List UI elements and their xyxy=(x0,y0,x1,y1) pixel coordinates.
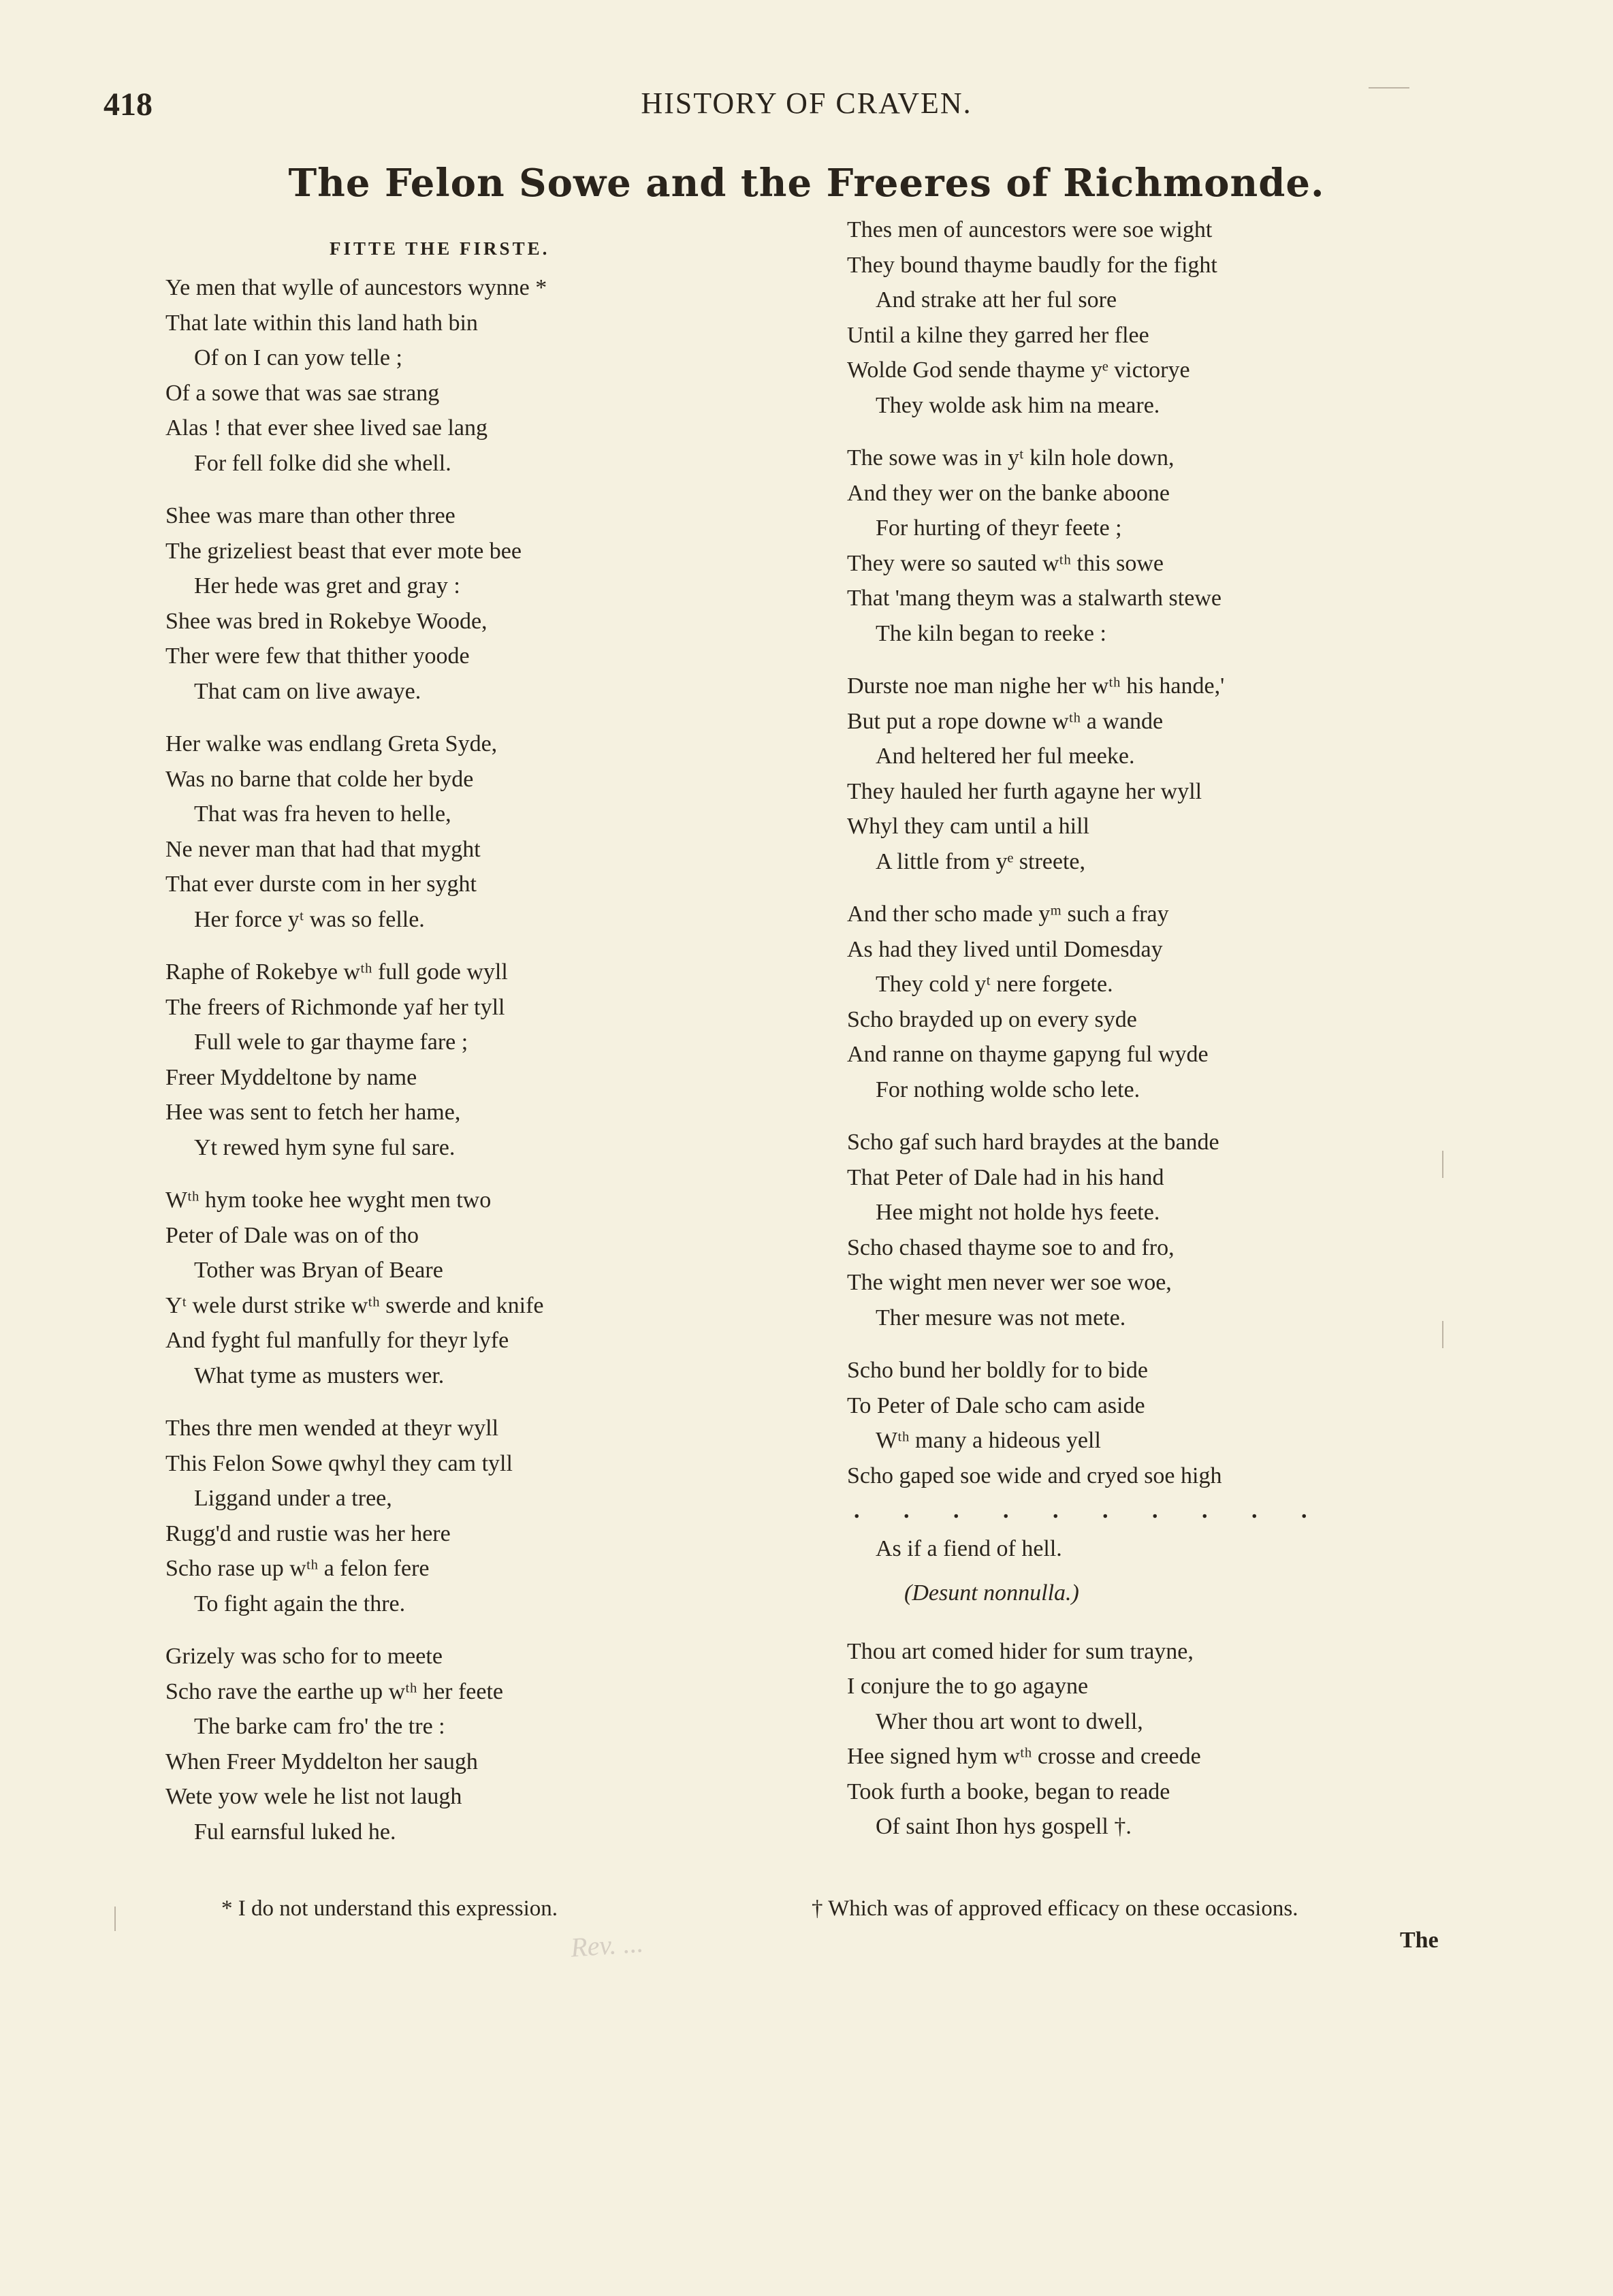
verse-line: The freers of Richmonde yaf her tyll xyxy=(165,994,505,1020)
poem-title: The Felon Sowe and the Freeres of Richmonde. xyxy=(288,161,1325,206)
verse-line: Scho chased thayme soe to and fro, xyxy=(847,1234,1175,1260)
verse-line: When Freer Myddelton her saugh xyxy=(165,1749,478,1774)
verse-line: But put a rope downe wᵗʰ a wande xyxy=(847,708,1164,734)
verse-line: I conjure the to go agayne xyxy=(847,1674,1089,1699)
verse-line: Her hede was gret and gray : xyxy=(194,573,460,599)
stanza xyxy=(165,1411,846,1621)
verse-line: Yt rewed hym syne ful sare. xyxy=(194,1134,456,1160)
stanza xyxy=(847,897,1528,1107)
stanza xyxy=(847,441,1528,651)
verse-line: The wight men never wer soe woe, xyxy=(847,1270,1172,1295)
verse-line: Raphe of Rokebye wᵗʰ full gode wyll xyxy=(165,959,508,985)
verse-line: Thes thre men wended at theyr wyll xyxy=(165,1416,499,1441)
verse-line: They wolde ask him na meare. xyxy=(876,392,1160,418)
verse-line: Hee might not holde hys feete. xyxy=(876,1200,1160,1225)
verse-line: Wher thou art wont to dwell, xyxy=(876,1708,1143,1734)
ellipsis-dots: . . . . . . . . . . xyxy=(854,1498,1326,1523)
verse-line: And strake att her ful sore xyxy=(876,287,1117,313)
verse-line: To Peter of Dale scho cam aside xyxy=(847,1392,1145,1418)
verse-line: Scho bund her boldly for to bide xyxy=(847,1358,1148,1383)
verse-line: Ne never man that had that myght xyxy=(165,836,481,862)
verse-line: For hurting of theyr feete ; xyxy=(876,515,1122,541)
stanza xyxy=(847,669,1528,879)
running-head: HISTORY OF CRAVEN. xyxy=(641,86,972,120)
verse-line: That late within this land hath bin xyxy=(165,310,478,336)
margin-mark xyxy=(1442,1321,1443,1348)
verse-line: And ther scho made yᵐ such a fray xyxy=(847,902,1169,927)
verse-line: That 'mang theym was a stalwarth stewe xyxy=(847,586,1221,611)
verse-line: They hauled her furth agayne her wyll xyxy=(847,778,1202,804)
verse-line: Thou art comed hider for sum trayne, xyxy=(847,1638,1194,1664)
verse-line: That ever durste com in her syght xyxy=(165,872,477,897)
left-column xyxy=(165,270,846,1867)
stanza xyxy=(165,498,846,709)
verse-line: And ranne on thayme gapyng ful wyde xyxy=(847,1042,1209,1067)
verse-line: Peter of Dale was on of tho xyxy=(165,1222,419,1248)
verse-line: Whyl they cam until a hill xyxy=(847,814,1089,839)
verse-line: Shee was mare than other three xyxy=(165,503,456,528)
stanza xyxy=(847,1125,1528,1335)
verse-line: Wᵗʰ hym tooke hee wyght men two xyxy=(165,1187,492,1213)
verse-line: The sowe was in yᵗ kiln hole down, xyxy=(847,445,1175,471)
desunt-note: (Desunt nonnulla.) xyxy=(904,1580,1079,1606)
verse-line: A little from yᵉ streete, xyxy=(876,848,1086,874)
verse-line: Until a kilne they garred her flee xyxy=(847,322,1149,348)
verse-line: As had they lived until Domesday xyxy=(847,936,1163,962)
verse-line: Scho rase up wᵗʰ a felon fere xyxy=(165,1556,430,1581)
verse-line: Tother was Bryan of Beare xyxy=(194,1258,443,1283)
verse-line: And fyght ful manfully for theyr lyfe xyxy=(165,1328,509,1353)
verse-line: The grizeliest beast that ever mote bee xyxy=(165,538,522,564)
final-stanza xyxy=(847,1634,1528,1845)
verse-line: That Peter of Dale had in his hand xyxy=(847,1164,1164,1190)
verse-line: That was fra heven to helle, xyxy=(194,801,451,827)
stanza xyxy=(165,955,846,1165)
verse-line: Was no barne that colde her byde xyxy=(165,766,474,792)
fitte-heading: FITTE THE FIRSTE. xyxy=(330,238,550,259)
verse-line: Wolde God sende thayme yᵉ victorye xyxy=(847,357,1190,383)
stanza xyxy=(165,270,846,481)
page-number: 418 xyxy=(103,86,153,123)
footnote-dagger: † Which was of approved efficacy on these occasions. xyxy=(812,1896,1298,1921)
pencil-annotation: Rev. ... xyxy=(569,1927,645,1963)
stanza-six xyxy=(847,1353,1528,1493)
verse-line: Thes men of auncestors were soe wight xyxy=(847,217,1213,242)
stanza xyxy=(165,1183,846,1393)
verse-line: Ful earnsful luked he. xyxy=(194,1819,396,1845)
verse-line: Yᵗ wele durst strike wᵗʰ swerde and knife xyxy=(165,1292,544,1318)
verse-line: That cam on live awaye. xyxy=(194,678,421,704)
verse-line: The kiln began to reeke : xyxy=(876,620,1106,646)
verse-line: Ther were few that thither yoode xyxy=(165,643,470,669)
verse-line: For nothing wolde scho lete. xyxy=(876,1077,1140,1102)
stanza xyxy=(165,727,846,937)
verse-line: Scho rave the earthe up wᵗʰ her feete xyxy=(165,1678,504,1704)
verse-line: Wᵗʰ many a hideous yell xyxy=(876,1428,1101,1453)
verse-line: Of on I can yow telle ; xyxy=(194,345,402,370)
stanza xyxy=(165,1639,846,1849)
verse-line: And heltered her ful meeke. xyxy=(876,744,1135,769)
verse-line: Rugg'd and rustie was her here xyxy=(165,1520,451,1546)
verse-line: They bound thayme baudly for the fight xyxy=(847,252,1217,278)
footnote-asterisk: * I do not understand this expression. xyxy=(221,1896,558,1921)
verse-line: Scho gaped soe wide and cryed soe high xyxy=(847,1463,1222,1488)
stanza xyxy=(847,212,1528,423)
right-column-stanzas xyxy=(847,212,1528,1335)
stanza xyxy=(847,1353,1528,1566)
verse-line: What tyme as musters wer. xyxy=(194,1362,445,1388)
verse-line: Of a sowe that was sae strang xyxy=(165,380,440,406)
verse-line: Shee was bred in Rokebye Woode, xyxy=(165,608,488,634)
margin-mark xyxy=(114,1907,116,1931)
verse-line: Durste noe man nighe her wᵗʰ his hande,' xyxy=(847,673,1225,699)
verse-line: Hee signed hym wᵗʰ crosse and creede xyxy=(847,1744,1201,1769)
margin-mark xyxy=(1369,87,1409,89)
verse-line: This Felon Sowe qwhyl they cam tyll xyxy=(165,1450,513,1476)
verse-line: They cold yᵗ nere forgete. xyxy=(876,972,1113,997)
verse-line: Hee was sent to fetch her hame, xyxy=(165,1100,461,1125)
verse-line: As if a fiend of hell. xyxy=(876,1535,1062,1561)
verse-line: Scho gaf such hard braydes at the bande xyxy=(847,1130,1219,1155)
verse-line: Scho brayded up on every syde xyxy=(847,1006,1137,1032)
verse-line: Alas ! that ever shee lived sae lang xyxy=(165,415,488,441)
right-column xyxy=(847,212,1528,1862)
verse-line: Wete yow wele he list not laugh xyxy=(165,1784,462,1809)
verse-line: The barke cam fro' the tre : xyxy=(194,1714,445,1739)
verse-line: Liggand under a tree, xyxy=(194,1486,392,1511)
verse-line: Ye men that wylle of auncestors wynne * xyxy=(165,275,547,300)
verse-line: Freer Myddeltone by name xyxy=(165,1064,417,1090)
verse-line: Grizely was scho for to meete xyxy=(165,1644,443,1669)
verse-line: For fell folke did she whell. xyxy=(194,450,451,476)
verse-line: Ther mesure was not mete. xyxy=(876,1305,1126,1330)
verse-line: Full wele to gar thayme fare ; xyxy=(194,1030,468,1055)
catchword: The xyxy=(1400,1928,1439,1953)
verse-line: They were so sauted wᵗʰ this sowe xyxy=(847,550,1164,576)
verse-line: To fight again the thre. xyxy=(194,1591,406,1616)
verse-line: Took furth a booke, began to reade xyxy=(847,1779,1170,1804)
verse-line: Her force yᵗ was so felle. xyxy=(194,906,425,932)
verse-line: Of saint Ihon hys gospell †. xyxy=(876,1814,1132,1839)
margin-mark xyxy=(1442,1151,1443,1178)
verse-line: And they wer on the banke aboone xyxy=(847,480,1170,506)
verse-line: Her walke was endlang Greta Syde, xyxy=(165,731,498,756)
